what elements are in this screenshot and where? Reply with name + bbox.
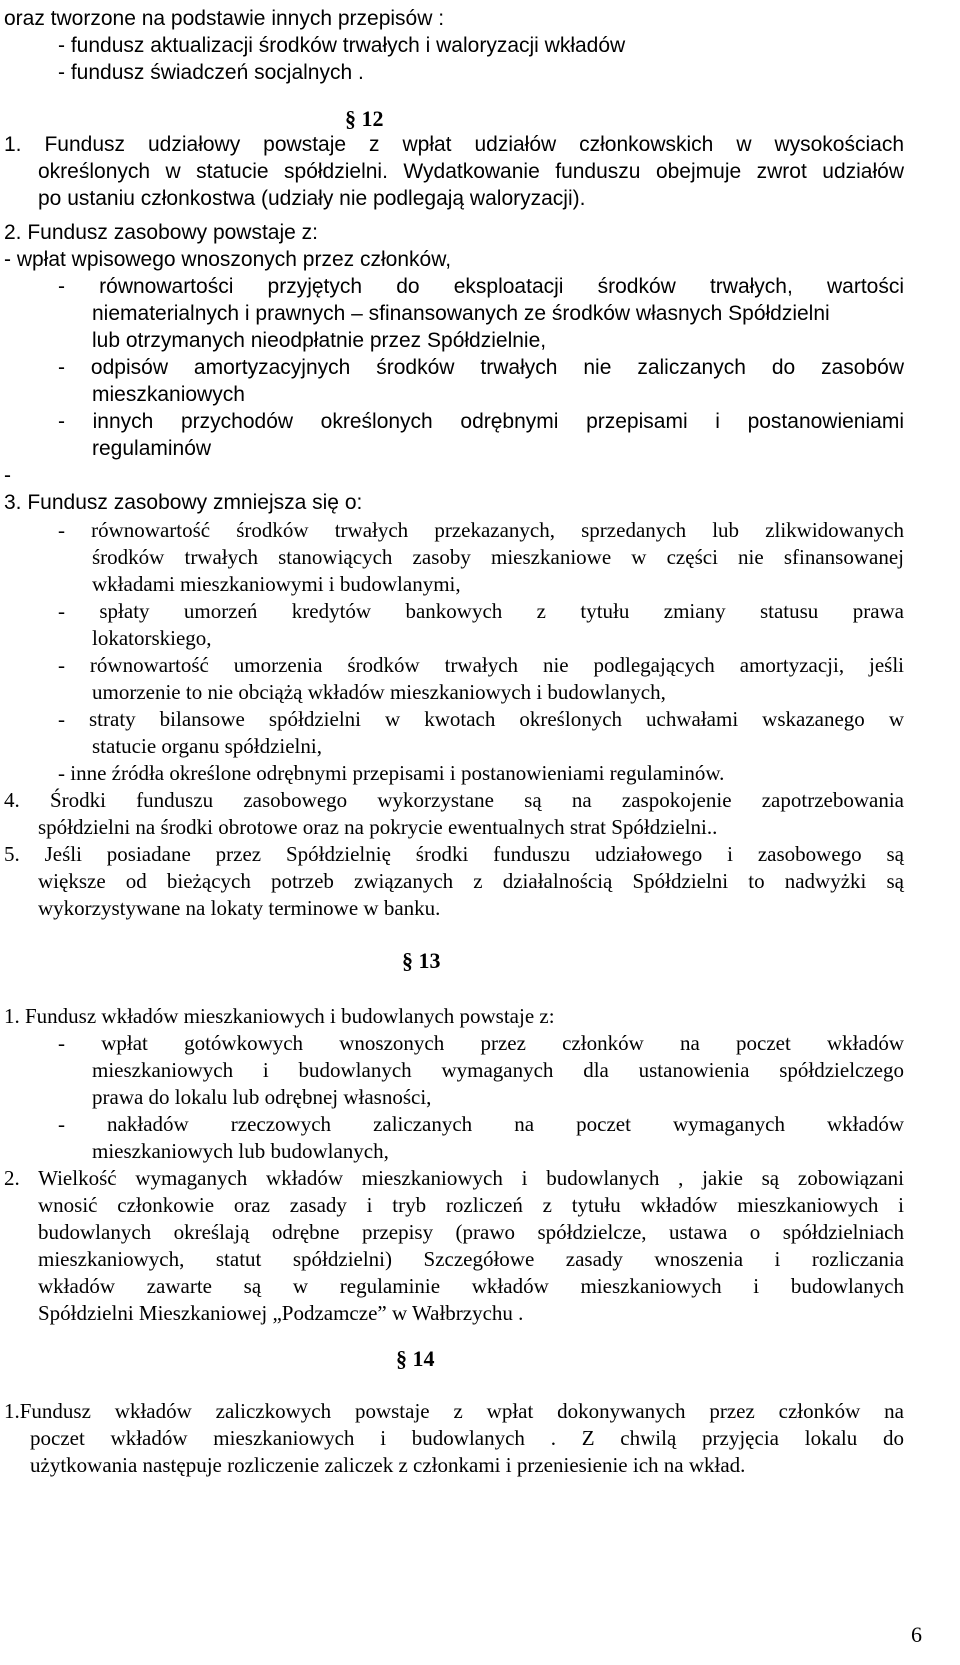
paragraph-line: Spółdzielni Mieszkaniowej „Podzamcze” w Wałbrzychu . — [38, 1301, 524, 1325]
list-item: - inne źródła określone odrębnymi przepisami i postanowieniami regulaminów. — [58, 761, 725, 785]
paragraph-line: wnosić członkowie oraz zasady i tryb rozliczeń z tytułu wkładów mieszkaniowych i — [38, 1193, 904, 1217]
paragraph-line: 2. Wielkość wymaganych wkładów mieszkaniowych i budowlanych , jakie są zobowiązani — [4, 1166, 904, 1190]
paragraph-line: spółdzielni na środki obrotowe oraz na pokrycie ewentualnych strat Spółdzielni.. — [38, 815, 718, 839]
section-heading: § 12 — [345, 106, 384, 131]
section-heading: § 13 — [402, 948, 441, 973]
paragraph-title: 3. Fundusz zasobowy zmniejsza się o: — [4, 491, 363, 514]
list-item: - równowartość umorzenia środków trwałych nie podlegających amortyzacji, jeśli — [58, 653, 904, 677]
paragraph-line: większe od bieżących potrzeb związanych z działalnością Spółdzielni to nadwyżki są — [38, 869, 904, 893]
list-item-continuation: prawa do lokalu lub odrębnej własności, — [92, 1085, 432, 1109]
list-item-continuation: wkładami mieszkaniowymi i budowlanymi, — [92, 572, 461, 596]
paragraph-line: poczet wkładów mieszkaniowych i budowlanych . Z chwilą przyjęcia lokalu do — [30, 1426, 904, 1450]
list-item-continuation: lokatorskiego, — [92, 626, 212, 650]
paragraph-title: 2. Fundusz zasobowy powstaje z: — [4, 221, 318, 244]
paragraph-line: 1. Fundusz udziałowy powstaje z wpłat udziałów członkowskich w wysokościach — [4, 133, 904, 156]
list-item-continuation: statucie organu spółdzielni, — [92, 734, 322, 758]
page-number: 6 — [911, 1622, 922, 1647]
list-item-continuation: mieszkaniowych lub budowlanych, — [92, 1139, 389, 1163]
paragraph-title: 1. Fundusz wkładów mieszkaniowych i budowlanych powstaje z: — [4, 1004, 555, 1028]
list-item: - równowartość środków trwałych przekazanych, sprzedanych lub zlikwidowanych — [58, 518, 904, 542]
list-item: - nakładów rzeczowych zaliczanych na poczet wymaganych wkładów — [58, 1112, 904, 1136]
list-item-continuation: niematerialnych i prawnych – sfinansowanych ze środków własnych Spółdzielni — [92, 302, 830, 325]
list-item-continuation: lub otrzymanych nieodpłatnie przez Spółdzielnie, — [92, 329, 547, 352]
list-item: - — [4, 464, 11, 487]
list-item: - równowartości przyjętych do eksploatacji środków trwałych, wartości — [58, 275, 904, 298]
intro-list-item: - fundusz aktualizacji środków trwałych i waloryzacji wkładów — [58, 34, 626, 57]
paragraph-line: wykorzystywane na lokaty terminowe w banku. — [38, 896, 441, 920]
list-item-continuation: środków trwałych stanowiących zasoby mieszkaniowe w części nie sfinansowanej — [92, 545, 904, 569]
list-item: - wpłat wpisowego wnoszonych przez członków, — [4, 248, 452, 271]
section-heading: § 14 — [396, 1346, 435, 1371]
paragraph-line: mieszkaniowych, statut spółdzielni) Szczegółowe zasady wnoszenia i rozliczania — [38, 1247, 904, 1271]
paragraph-line: 1.Fundusz wkładów zaliczkowych powstaje z wpłat dokonywanych przez członków na — [4, 1399, 904, 1423]
list-item: - innych przychodów określonych odrębnymi przepisami i postanowieniami — [58, 410, 904, 433]
list-item-continuation: mieszkaniowych i budowlanych wymaganych dla ustanowienia spółdzielczego — [92, 1058, 904, 1082]
list-item-continuation: mieszkaniowych — [92, 383, 245, 406]
paragraph-line: 5. Jeśli posiadane przez Spółdzielnię środki funduszu udziałowego i zasobowego są — [4, 842, 904, 866]
paragraph-line: budowlanych określają odrębne przepisy (prawo spółdzielcze, ustawa o spółdzielniach — [38, 1220, 904, 1244]
paragraph-line: po ustaniu członkostwa (udziały nie podlegają waloryzacji). — [38, 187, 586, 210]
list-item: - spłaty umorzeń kredytów bankowych z tytułu zmiany statusu prawa — [58, 599, 904, 623]
list-item: - straty bilansowe spółdzielni w kwotach określonych uchwałami wskazanego w — [58, 707, 904, 731]
list-item-continuation: umorzenie to nie obciążą wkładów mieszkaniowych i budowlanych, — [92, 680, 666, 704]
intro-line: oraz tworzone na podstawie innych przepisów : — [4, 7, 445, 30]
paragraph-line: 4. Środki funduszu zasobowego wykorzystane są na zaspokojenie zapotrzebowania — [4, 788, 904, 812]
paragraph-line: wkładów zawarte są w regulaminie wkładów mieszkaniowych i budowlanych — [38, 1274, 904, 1298]
paragraph-line: określonych w statucie spółdzielni. Wydatkowanie funduszu obejmuje zwrot udziałów — [38, 160, 904, 183]
list-item: - odpisów amortyzacyjnych środków trwałych nie zaliczanych do zasobów — [58, 356, 904, 379]
list-item: - wpłat gotówkowych wnoszonych przez członków na poczet wkładów — [58, 1031, 904, 1055]
paragraph-line: użytkowania następuje rozliczenie zaliczek z członkami i przeniesienie ich na wkład. — [30, 1453, 746, 1477]
list-item-continuation: regulaminów — [92, 437, 212, 460]
intro-list-item: - fundusz świadczeń socjalnych . — [58, 61, 364, 84]
